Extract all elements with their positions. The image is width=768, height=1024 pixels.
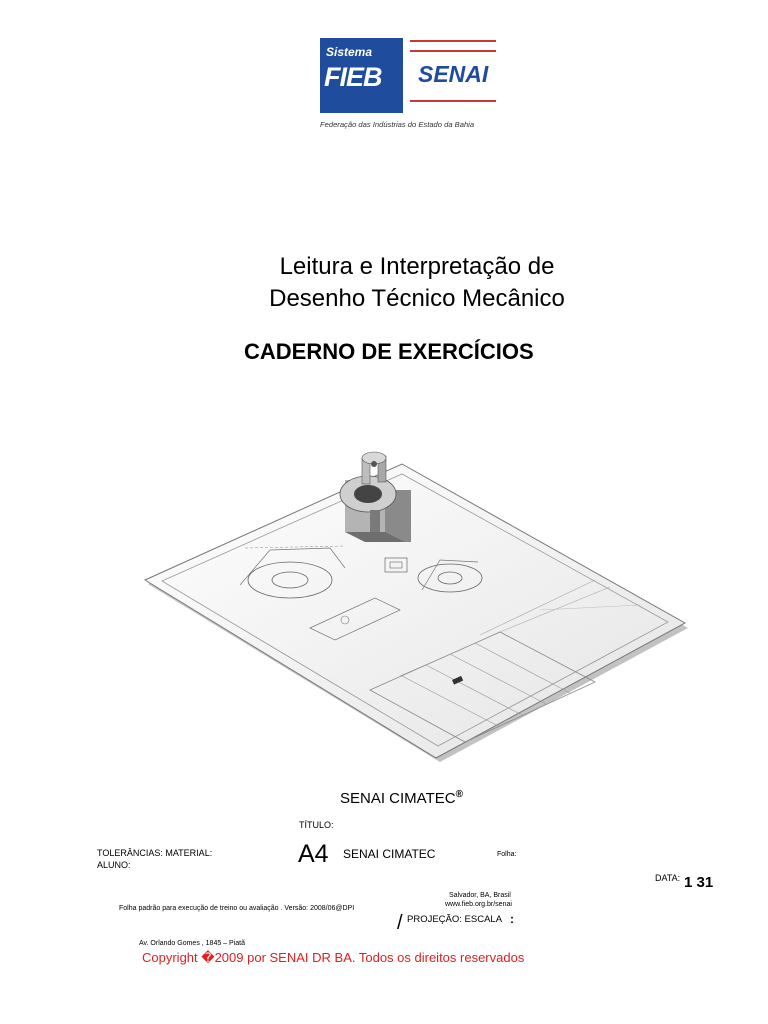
data-label: DATA: — [655, 873, 681, 883]
logo-senai-text: SENAI — [418, 61, 489, 87]
institution-name — [340, 789, 463, 807]
institution-text: SENAI CIMATEC — [340, 790, 456, 807]
logo-sistema-text: Sistema — [326, 45, 373, 59]
escala-colon: : — [510, 912, 514, 926]
url-text: www.fieb.org.br/senai — [445, 901, 512, 908]
title-line-2: Desenho Técnico Mecânico — [269, 285, 565, 312]
fieb-senai-logo — [320, 38, 498, 132]
tolerancias-label: TOLERÂNCIAS: MATERIAL: — [97, 848, 213, 858]
sheet-institution: SENAI CIMATEC — [343, 847, 436, 861]
registered-mark: ® — [455, 789, 463, 800]
address-text: Av. Orlando Gomes , 1845 – Piatã — [139, 940, 245, 947]
subtitle: CADERNO DE EXERCÍCIOS — [244, 339, 534, 364]
folha-padrao-text: Folha padrão para execução de treino ou avaliação . Versão: 2008/06@DPI — [119, 905, 355, 912]
titulo-label: TÍTULO: — [299, 820, 334, 830]
technical-drawing-sheet-icon — [140, 450, 690, 770]
title-line-1: Leitura e Interpretação de — [279, 253, 555, 280]
sheet-number: 1 31 — [684, 874, 714, 891]
aluno-label: ALUNO: — [97, 860, 131, 870]
logo-federation-text: Federação das Indústrias do Estado da Bahia — [320, 120, 475, 129]
sheet-format: A4 — [298, 840, 329, 868]
copyright-text: Copyright �2009 por SENAI DR BA. Todos os direitos reservados — [142, 950, 525, 965]
slash-mark: / — [397, 912, 403, 934]
projecao-escala-label: PROJEÇÃO: ESCALA — [407, 914, 503, 925]
logo-fieb-text: FIEB — [324, 62, 382, 92]
folha-label: Folha: — [497, 851, 517, 858]
city-text: Salvador, BA, Brasil — [449, 892, 511, 899]
